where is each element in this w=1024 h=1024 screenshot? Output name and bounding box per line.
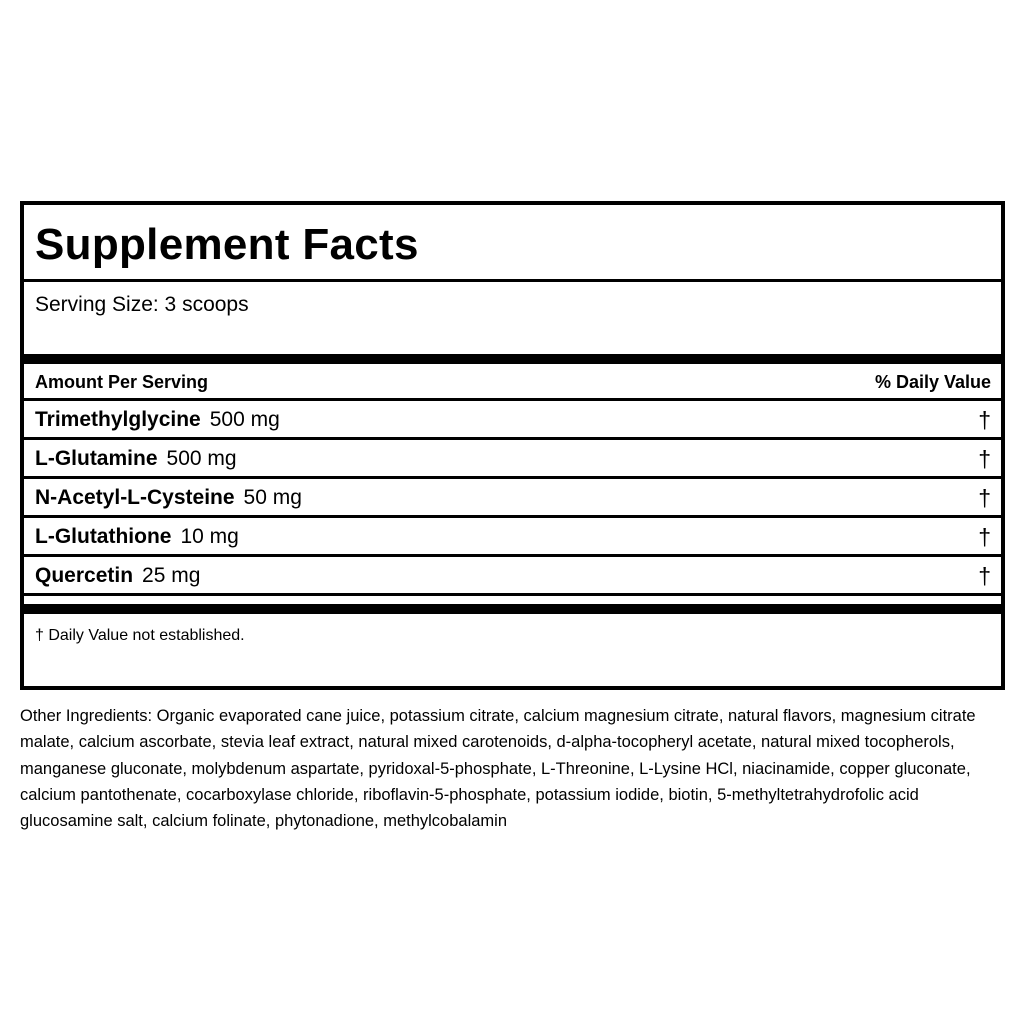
panel-title: Supplement Facts [35,220,419,269]
serving-thick-divider [24,354,1001,364]
ingredient-row [24,518,1001,554]
daily-value-header: % Daily Value [874,372,991,392]
footnote-thick-divider [24,604,1001,614]
daily-value-symbol: † [978,407,991,433]
ingredient-name: L-Glutamine [35,447,158,470]
ingredient-amount: 25 mg [142,564,201,587]
daily-value-footnote: † Daily Value not established. [35,627,245,644]
daily-value-symbol: † [978,524,991,550]
ingredient-row [24,440,1001,476]
ingredient-name: L-Glutathione [35,525,172,548]
supplement-facts-panel [20,201,1005,690]
ingredient-amount: 500 mg [209,408,280,431]
title-divider [24,279,1001,282]
ingredient-text [35,524,239,550]
ingredient-name: N-Acetyl-L-Cysteine [35,486,235,509]
amount-per-serving-header: Amount Per Serving [35,372,209,392]
ingredient-amount: 50 mg [243,486,302,509]
ingredient-text [35,407,280,433]
ingredient-row [24,401,1001,437]
ingredient-text [35,485,302,511]
ingredient-text [35,446,237,472]
ingredient-name: Quercetin [35,564,134,587]
daily-value-symbol: † [978,446,991,472]
daily-value-symbol: † [978,485,991,511]
serving-size: Serving Size: 3 scoops [35,293,249,316]
row-divider [24,593,1001,596]
ingredient-text [35,563,200,589]
ingredient-amount: 10 mg [180,525,239,548]
daily-value-symbol: † [978,563,991,589]
ingredient-name: Trimethylglycine [35,408,201,431]
ingredient-row [24,479,1001,515]
other-ingredients: Other Ingredients: Organic evaporated cane juice, potassium citrate, calcium magnesium citrate, natural flavors, magnesium citrate malate, calcium ascorbate, stevia leaf extract, natural mixed carotenoids, d-alpha-tocopheryl acetate, natural mixed tocopherols, manganese gluconate, molybdenum aspartate, pyridoxal-5-phosphate, L-Threonine, L-Lysine HCl, niacinamide, copper gluconate, calcium pantothenate, cocarboxylase chloride, riboflavin-5-phosphate, potassium iodide, biotin, 5-methyltetrahydrofolic acid glucosamine salt, calcium folinate, phytonadione, methylcobalamin [20,707,976,831]
ingredient-amount: 500 mg [166,447,237,470]
ingredient-row [24,557,1001,593]
